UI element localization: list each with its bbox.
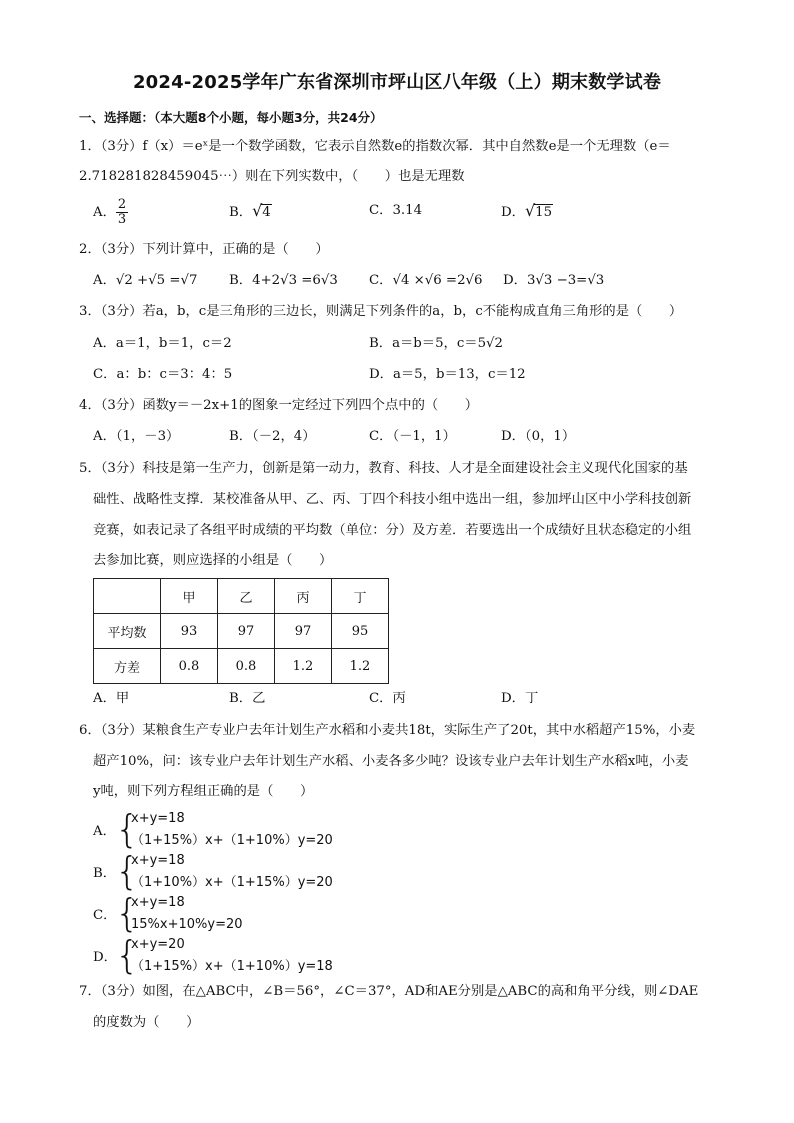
- q1-option-d-label: D．: [501, 205, 525, 220]
- q1-option-b-radicand: 4: [262, 205, 271, 220]
- brace-icon: {: [115, 891, 140, 935]
- equation-2: （1+10%）x+（1+15%）y=20: [131, 875, 333, 890]
- q6-option-c-label: C．: [93, 908, 117, 923]
- q6-option-c: [93, 891, 323, 935]
- q4-option-c: C．（－1，1）: [369, 429, 456, 444]
- equation-1: x+y=18: [131, 811, 185, 826]
- q5-line-4: 去参加比赛，则应选择的小组是（ ）: [93, 553, 333, 568]
- equation-2: （1+15%）x+（1+10%）y=18: [131, 959, 333, 974]
- table-cell: 0.8: [218, 649, 275, 684]
- q7-line-1: 7．（3分）如图，在△ABC中，∠B＝56°，∠C＝37°，AD和AE分别是△ABC的高和角平分线，则∠DAE: [79, 984, 699, 999]
- q3-option-a: A．a＝1，b＝1，c＝2: [93, 336, 232, 351]
- q2-option-b: B．4+2√3 =6√3: [229, 273, 338, 288]
- q3-line-1: 3．（3分）若a，b，c是三角形的三边长，则满足下列条件的a，b，c不能构成直角三角形的是（ ）: [79, 304, 683, 319]
- q1-option-d: [501, 201, 553, 223]
- brace-icon: {: [115, 849, 140, 893]
- q3-option-d: D．a＝5，b＝13，c＝12: [369, 367, 526, 382]
- q1-option-a: [93, 198, 128, 227]
- q1-option-a-label: A．: [93, 205, 116, 220]
- table-cell: 1.2: [332, 649, 389, 684]
- q5-line-2: 础性、战略性支撑．某校准备从甲、乙、丙、丁四个科技小组中选出一组，参加坪山区中小学科技创新: [93, 492, 692, 507]
- q6-line-1: 6．（3分）某粮食生产专业户去年计划生产水稻和小麦共18t，实际生产了20t，其中水稻超产15%，小麦: [79, 723, 696, 738]
- q6-option-d-label: D．: [93, 950, 117, 965]
- table-cell: 93: [161, 614, 218, 649]
- brace-icon: {: [115, 807, 140, 851]
- q1-option-c: C．3.14: [369, 203, 423, 218]
- q6-option-b: [93, 849, 333, 893]
- q4-option-b: B．（－2，4）: [229, 429, 316, 444]
- table-row: [94, 649, 389, 684]
- q2-option-a: A．√2 +√5 =√7: [93, 273, 198, 288]
- equation-2: 15%x+10%y=20: [131, 917, 243, 932]
- brace-icon: {: [115, 933, 140, 977]
- table-cell: 97: [218, 614, 275, 649]
- q4-option-d: D．（0，1）: [501, 429, 576, 444]
- q6-option-d: [93, 933, 333, 977]
- equation-1: x+y=18: [131, 895, 185, 910]
- q2-option-c: C．√4 ×√6 =2√6: [369, 273, 483, 288]
- q1-line-2: 2.718281828459045⋯）则在下列实数中，（ ）也是无理数: [79, 169, 465, 184]
- q6-line-3: y吨，则下列方程组正确的是（ ）: [93, 784, 314, 799]
- table-cell: 0.8: [161, 649, 218, 684]
- q3-option-b: B．a＝b＝5，c＝5√2: [369, 336, 503, 351]
- q2-line-1: 2．（3分）下列计算中，正确的是（ ）: [79, 242, 329, 257]
- table-cell: 95: [332, 614, 389, 649]
- q6-line-2: 超产10%，问：该专业户去年计划生产水稻、小麦各多少吨？设该专业户去年计划生产水稻x吨，小麦: [93, 754, 689, 769]
- table-cell: 平均数: [94, 614, 161, 649]
- table-cell: 1.2: [275, 649, 332, 684]
- q2-option-d: D．3√3 −3=√3: [503, 273, 605, 288]
- q1-option-b-label: B．: [229, 205, 253, 220]
- equation-2: （1+15%）x+（1+10%）y=20: [131, 833, 333, 848]
- q5-line-1: 5．（3分）科技是第一生产力，创新是第一动力，教育、科技、人才是全面建设社会主义现代化国家的基: [79, 461, 688, 476]
- equation-1: x+y=18: [131, 853, 185, 868]
- q6-option-b-label: B．: [93, 866, 117, 881]
- sqrt-icon: √15: [524, 201, 553, 220]
- table-row: [94, 614, 389, 649]
- section-heading: 一、选择题：（本大题8个小题，每小题3分，共24分）: [79, 110, 383, 125]
- table-cell: 方差: [94, 649, 161, 684]
- q1-line-1: 1．（3分）f（x）＝eˣ是一个数学函数，它表示自然数e的指数次幂．其中自然数e是一个无理数（e＝: [79, 139, 671, 154]
- fraction-numerator: 2: [117, 197, 127, 212]
- q4-line-1: 4．（3分）函数y＝－2x+1的图象一定经过下列四个点中的（ ）: [79, 398, 479, 413]
- table-header-cell: 丁: [332, 579, 389, 614]
- sqrt-icon: √4: [252, 201, 271, 220]
- table-cell: 97: [275, 614, 332, 649]
- table-header-cell: [94, 579, 161, 614]
- q7-line-2: 的度数为（ ）: [93, 1015, 200, 1030]
- table-header-cell: 丙: [275, 579, 332, 614]
- q1-option-a-fraction: [116, 198, 128, 227]
- q4-option-a: A．（1，－3）: [93, 429, 180, 444]
- q6-option-a-label: A．: [93, 824, 116, 839]
- q6-option-a: [93, 807, 333, 851]
- q1-option-b: [229, 201, 272, 223]
- q5-option-b: B．乙: [229, 691, 266, 706]
- q3-option-c: C．a：b：c＝3：4：5: [93, 367, 233, 382]
- q5-score-table: [93, 578, 389, 684]
- q5-option-c: C．丙: [369, 691, 406, 706]
- q1-option-d-radicand: 15: [535, 205, 553, 220]
- q5-option-d: D．丁: [501, 691, 539, 706]
- equation-1: x+y=20: [131, 937, 185, 952]
- table-header-cell: 甲: [161, 579, 218, 614]
- table-header-cell: 乙: [218, 579, 275, 614]
- q5-line-3: 竞赛，如表记录了各组平时成绩的平均数（单位：分）及方差．若要选出一个成绩好且状态稳定的小组: [93, 523, 692, 538]
- fraction-denominator: 3: [117, 212, 127, 227]
- q5-option-a: A．甲: [93, 691, 130, 706]
- table-header-row: [94, 579, 389, 614]
- page-title: 2024-2025学年广东省深圳市坪山区八年级（上）期末数学试卷: [132, 72, 662, 93]
